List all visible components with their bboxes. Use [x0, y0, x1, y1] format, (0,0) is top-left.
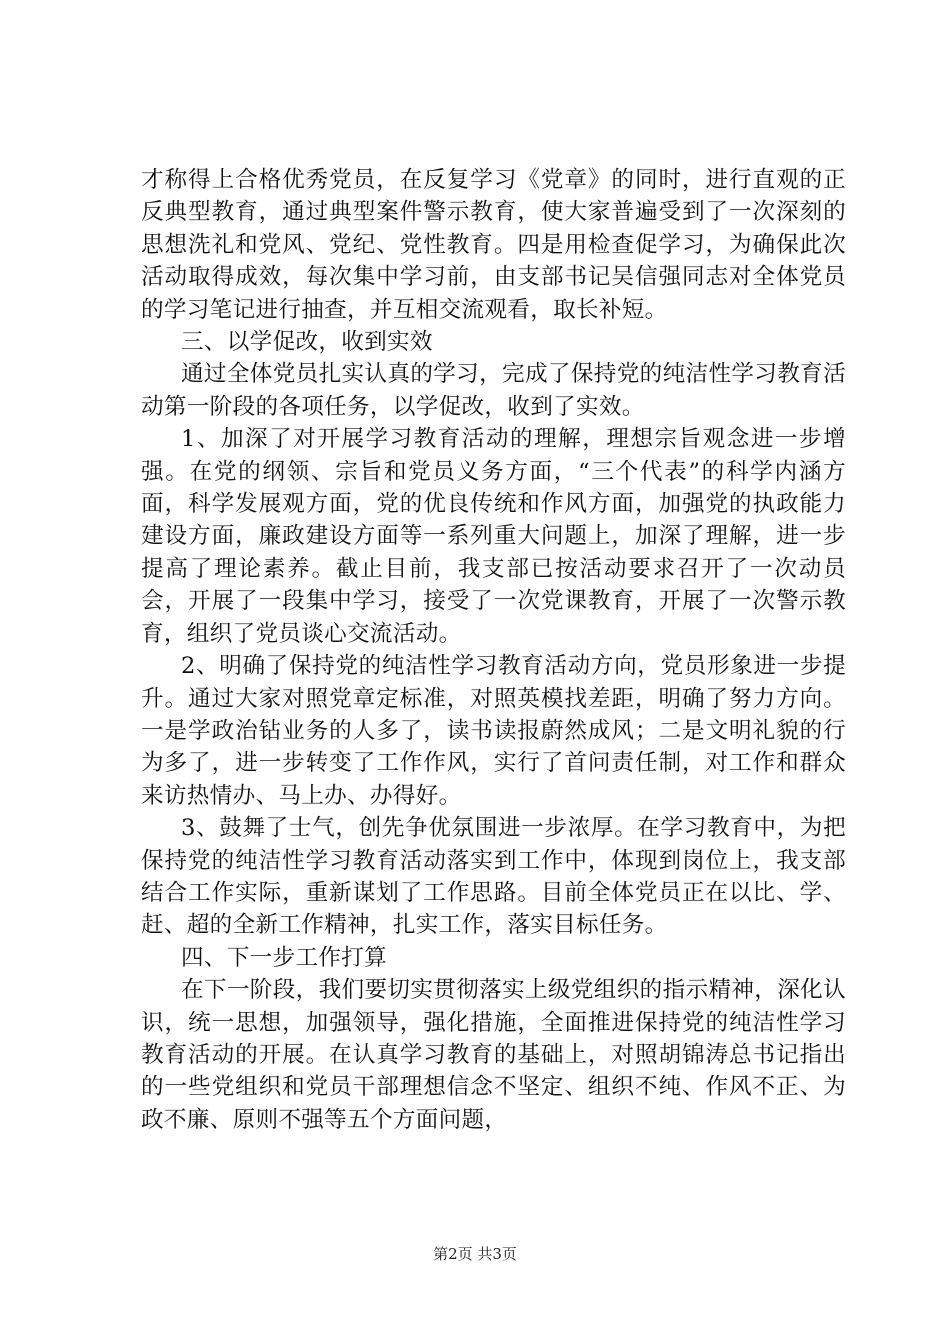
- section-heading-3: 三、以学促改，收到实效: [181, 329, 433, 356]
- paragraph-intro: 通过全体党员扎实认真的学习，完成了保持党的纯洁性学习教育活动第一阶段的各项任务，以学促改，收到了实效。: [141, 361, 846, 420]
- paragraph-item-2: 2、明确了保持党的纯洁性学习教育活动方向，党员形象进一步提升。通过大家对照党章定标准，对照英模找差距，明确了努力方向。一是学政治钻业务的人多了，读书读报蔚然成风；二是文明礼貌的行为多了，进一步转变了工作作风，实行了首问责任制，对工作和群众来访热情办、马上办、办得好。: [141, 653, 846, 809]
- document-body: [141, 164, 846, 1136]
- paragraph-next-steps: 在下一阶段，我们要切实贯彻落实上级党组织的指示精神，深化认识，统一思想，加强领导，强化措施，全面推进保持党的纯洁性学习教育活动的开展。在认真学习教育的基础上，对照胡锦涛总书记指出的一些党组织和党员干部理想信念不坚定、组织不纯、作风不正、为政不廉、原则不强等五个方面问题，: [141, 977, 846, 1133]
- page-footer: 第2页 共3页: [433, 1245, 517, 1263]
- paragraph-continuation: 才称得上合格优秀党员，在反复学习《党章》的同时，进行直观的正反典型教育，通过典型案件警示教育，使大家普遍受到了一次深刻的思想洗礼和党风、党纪、党性教育。四是用检查促学习，为确保此次活动取得成效，每次集中学习前，由支部书记吴信强同志对全体党员的学习笔记进行抽查，并互相交流观看，取长补短。: [141, 167, 846, 323]
- paragraph-item-1: 1、加深了对开展学习教育活动的理解，理想宗旨观念进一步增强。在党的纲领、宗旨和党员义务方面，“三个代表”的科学内涵方面，科学发展观方面，党的优良传统和作风方面，加强党的执政能力建设方面，廉政建设方面等一系列重大问题上，加深了理解，进一步提高了理论素养。截止目前，我支部已按活动要求召开了一次动员会，开展了一段集中学习，接受了一次党课教育，开展了一次警示教育，组织了党员谈心交流活动。: [141, 426, 846, 647]
- section-heading-4: 四、下一步工作打算: [181, 944, 388, 971]
- paragraph-item-3: 3、鼓舞了士气，创先争优氛围进一步浓厚。在学习教育中，为把保持党的纯洁性学习教育活动落实到工作中，体现到岗位上，我支部结合工作实际，重新谋划了工作思路。目前全体党员正在以比、学、赶、超的全新工作精神，扎实工作，落实目标任务。: [141, 815, 846, 939]
